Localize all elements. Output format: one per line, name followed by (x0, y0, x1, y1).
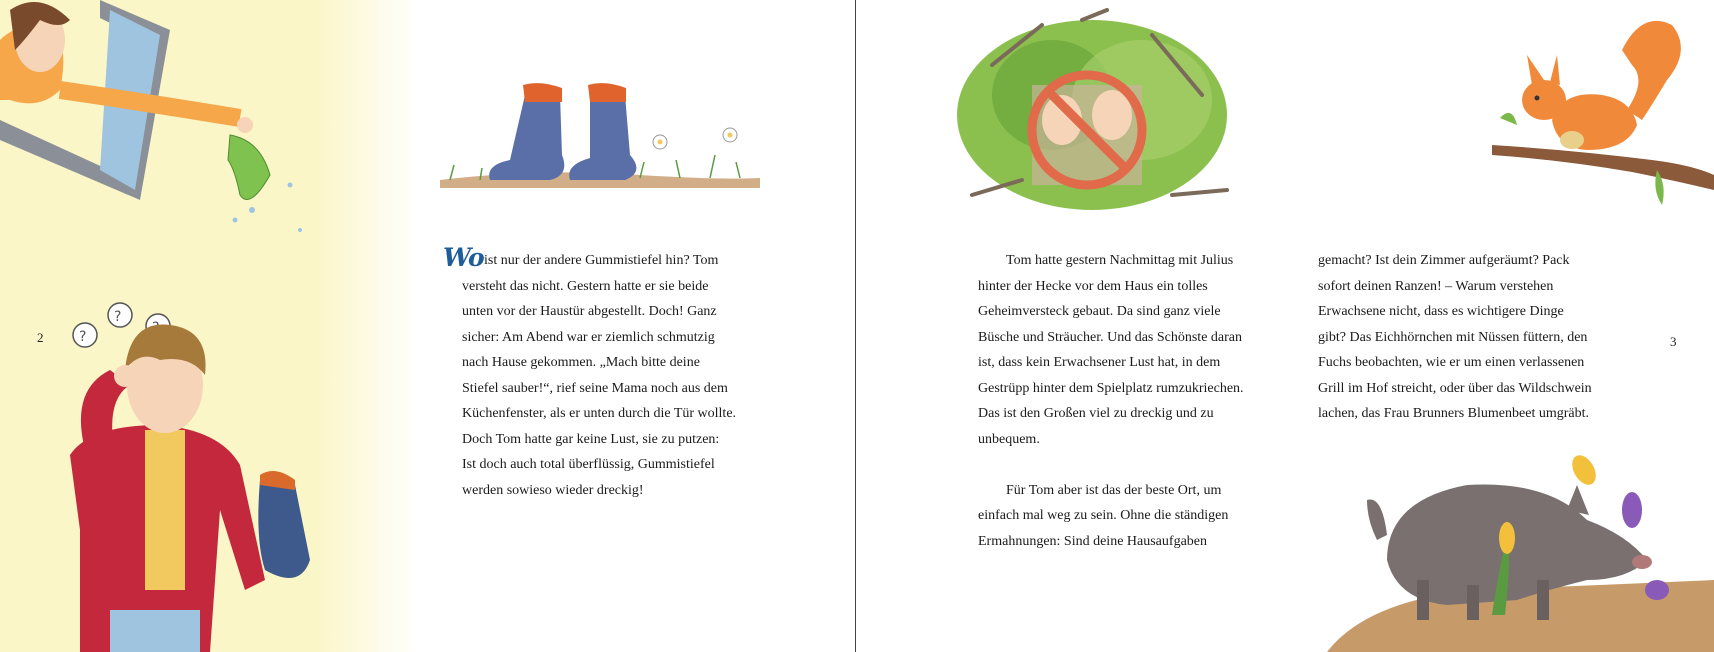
right-page-column-2 (1318, 248, 1618, 427)
mother-at-window-illustration (0, 0, 340, 240)
text-line: werden sowieso wieder dreckig! (462, 482, 644, 498)
text-line: versteht das nicht. Gestern hatte er sie beide (462, 278, 709, 294)
svg-text:?: ? (114, 309, 122, 325)
left-page (0, 0, 856, 652)
hideout-bush-illustration (952, 5, 1252, 210)
text-line: sicher: Am Abend war er ziemlich schmutzig (462, 329, 715, 345)
left-page-text (462, 248, 792, 503)
page-number-left: 2 (37, 330, 44, 345)
text-line: unten vor der Haustür abgestellt. Doch! Ganz (462, 304, 717, 319)
boots-in-grass-illustration (440, 80, 770, 200)
text-line: einfach mal weg zu sein. Ohne die ständigen (978, 508, 1229, 523)
text-line: Grill im Hof streicht, oder über das Wildschwein (1318, 380, 1592, 396)
text-line: Küchenfenster, als er unten durch die Tür wollte. (462, 406, 737, 421)
squirrel-on-branch-illustration (1492, 10, 1714, 210)
text-line: Fuchs beobachten, wie er um einen verlassenen (1318, 355, 1585, 370)
text-line: nach Hause gekommen. „Mach bitte deine (462, 355, 700, 370)
text-line: Das ist den Großen viel zu dreckig und zu (978, 406, 1214, 421)
text-line: Doch Tom hatte gar keine Lust, sie zu putzen: (462, 431, 720, 447)
text-line: lachen, das Frau Brunners Blumenbeet umgräbt. (1318, 406, 1589, 421)
text-line: ist, dass kein Erwachsener Lust hat, in dem (978, 355, 1221, 370)
text-line: Für Tom aber ist das der beste Ort, um (1006, 482, 1222, 498)
text-line: Büsche und Sträucher. Und das Schönste daran (978, 329, 1242, 345)
text-line: Gestrüpp hinter dem Spielplatz rumzukriechen. (978, 380, 1244, 396)
text-line: gemacht? Ist dein Zimmer aufgeräumt? Pack (1318, 253, 1570, 268)
right-page (857, 0, 1714, 652)
text-line: hinter der Hecke vor dem Haus ein tolles (978, 278, 1208, 294)
text-line: Erwachsene nicht, dass es wichtigere Dinge (1318, 304, 1564, 319)
text-line: Tom hatte gestern Nachmittag mit Julius (1006, 253, 1234, 268)
text-line: unbequem. (978, 431, 1040, 447)
text-line: Geheimversteck gebaut. Da sind ganz viele (978, 304, 1221, 319)
text-line: Ermahnungen: Sind deine Hausaufgaben (978, 533, 1207, 549)
wild-boar-digging-illustration (1327, 440, 1714, 652)
text-line: Stiefel sauber!“, rief seine Mama noch aus dem (462, 380, 728, 396)
page-number-right: 3 (1670, 334, 1677, 349)
text-line: ist nur der andere Gummistiefel hin? Tom (484, 253, 719, 268)
text-line: Ist doch auch total überflüssig, Gummistiefel (462, 457, 715, 472)
text-line: gibt? Das Eichhörnchen mit Nüssen füttern, den (1318, 329, 1588, 345)
text-line: sofort deinen Ranzen! – Warum verstehen (1318, 278, 1554, 294)
dropcap: Wo (443, 243, 484, 272)
right-page-column-1 (978, 248, 1278, 554)
svg-text:?: ? (79, 329, 87, 345)
boy-holding-boot-illustration (50, 290, 390, 652)
